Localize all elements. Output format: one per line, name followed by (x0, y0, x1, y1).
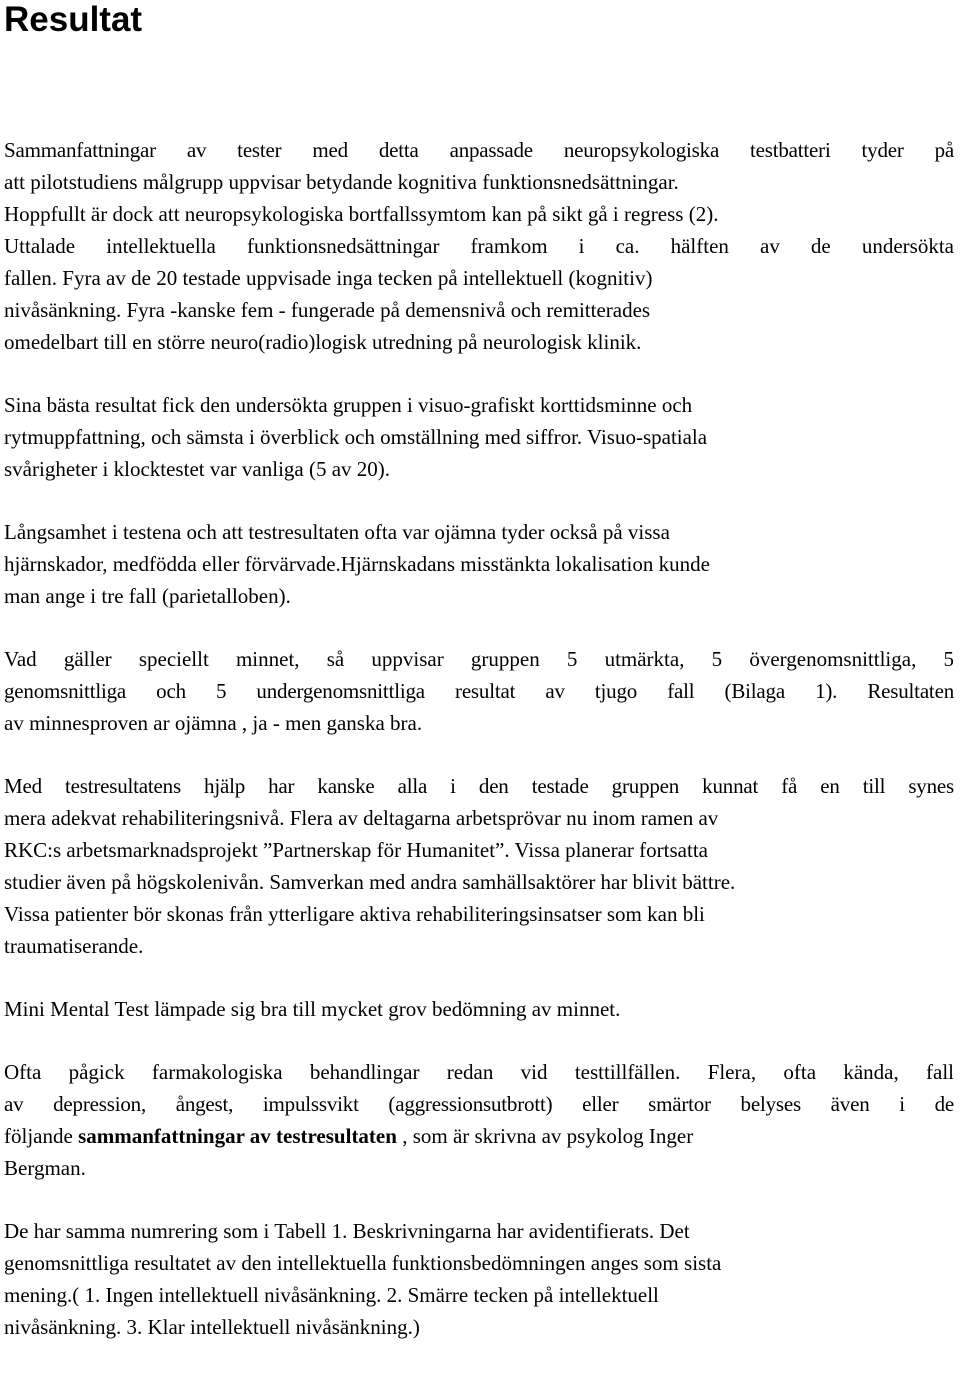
text-line: studier även på högskolenivån. Samverkan med andra samhällsaktörer har blivit bättre. (4, 870, 736, 894)
text-line: Sammanfattningar av tester med detta anpassade neuropsykologiska testbatteri tyder på (4, 138, 954, 162)
text-line: traumatiserande. (4, 934, 144, 958)
text-line: av minnesproven ar ojämna , ja - men ganska bra. (4, 711, 423, 735)
text-line: mening.( 1. Ingen intellektuell nivåsänkning. 2. Smärre tecken på intellektuell (4, 1283, 659, 1307)
text-line: genomsnittliga och 5 undergenomsnittliga resultat av tjugo fall (Bilaga 1). Resultaten (4, 679, 954, 703)
paragraph-numbering (4, 1215, 954, 1343)
text-line: Vad gäller speciellt minnet, så uppvisar gruppen 5 utmärkta, 5 övergenomsnittliga, 5 (4, 647, 954, 671)
paragraph-memory (4, 643, 954, 739)
paragraph-mini-mental (4, 993, 954, 1025)
paragraph-pharmacology (4, 1056, 954, 1184)
text-line: Långsamhet i testena och att testresultaten ofta var ojämna tyder också på vissa (4, 520, 670, 544)
text-line: rytmuppfattning, och sämsta i överblick och omställning med siffror. Visuo-spatiala (4, 425, 708, 449)
text-line: genomsnittliga resultatet av den intellektuella funktionsbedömningen anges som sista (4, 1251, 722, 1275)
text-line (4, 1120, 954, 1152)
paragraph-summary (4, 134, 954, 358)
text-line: hjärnskador, medfödda eller förvärvade.Hjärnskadans misstänkta lokalisation kunde (4, 552, 710, 576)
text-line: De har samma numrering som i Tabell 1. Beskrivningarna har avidentifierats. Det (4, 1219, 690, 1243)
text-segment: följande (4, 1124, 79, 1148)
bold-emphasis: sammanfattningar av testresultaten (78, 1124, 397, 1148)
text-line: Hoppfullt är dock att neuropsykologiska bortfallssymtom kan på sikt gå i regress (2). (4, 202, 719, 226)
text-line: Mini Mental Test lämpade sig bra till mycket grov bedömning av minnet. (4, 997, 621, 1021)
text-line: fallen. Fyra av de 20 testade uppvisade inga tecken på intellektuell (kognitiv) (4, 266, 653, 290)
text-line: Vissa patienter bör skonas från ytterligare aktiva rehabiliteringsinsatser som kan bli (4, 902, 705, 926)
text-line: omedelbart till en större neuro(radio)logisk utredning på neurologisk klinik. (4, 330, 642, 354)
text-line: Med testresultatens hjälp har kanske alla i den testade gruppen kunnat få en till synes (4, 774, 954, 798)
text-line: att pilotstudiens målgrupp uppvisar betydande kognitiva funktionsnedsättningar. (4, 170, 679, 194)
text-line: nivåsänkning. 3. Klar intellektuell nivåsänkning.) (4, 1315, 420, 1339)
text-line: man ange i tre fall (parietalloben). (4, 584, 291, 608)
text-line: av depression, ångest, impulssvikt (aggressionsutbrott) eller smärtor belyses även i de (4, 1092, 954, 1116)
paragraph-slowness (4, 516, 954, 612)
text-line: Sina bästa resultat fick den undersökta gruppen i visuo-grafiskt korttidsminne och (4, 393, 693, 417)
text-line: Ofta pågick farmakologiska behandlingar redan vid testtillfällen. Flera, ofta kända, fall (4, 1060, 954, 1084)
document-body (4, 134, 954, 1374)
page-title: Resultat (4, 0, 143, 39)
text-segment: , som är skrivna av psykolog Inger (396, 1124, 694, 1148)
text-line: Bergman. (4, 1156, 86, 1180)
text-line: nivåsänkning. Fyra -kanske fem - fungerade på demensnivå och remitterades (4, 298, 651, 322)
text-line: RKC:s arbetsmarknadsprojekt ”Partnerskap för Humanitet”. Vissa planerar fortsatta (4, 838, 708, 862)
text-line: mera adekvat rehabiliteringsnivå. Flera av deltagarna arbetsprövar nu inom ramen av (4, 806, 719, 830)
text-line: Uttalade intellektuella funktionsnedsättningar framkom i ca. hälften av de undersökta (4, 234, 954, 258)
text-line: svårigheter i klocktestet var vanliga (5 av 20). (4, 457, 391, 481)
paragraph-best-results (4, 389, 954, 485)
paragraph-rehabilitation (4, 770, 954, 962)
